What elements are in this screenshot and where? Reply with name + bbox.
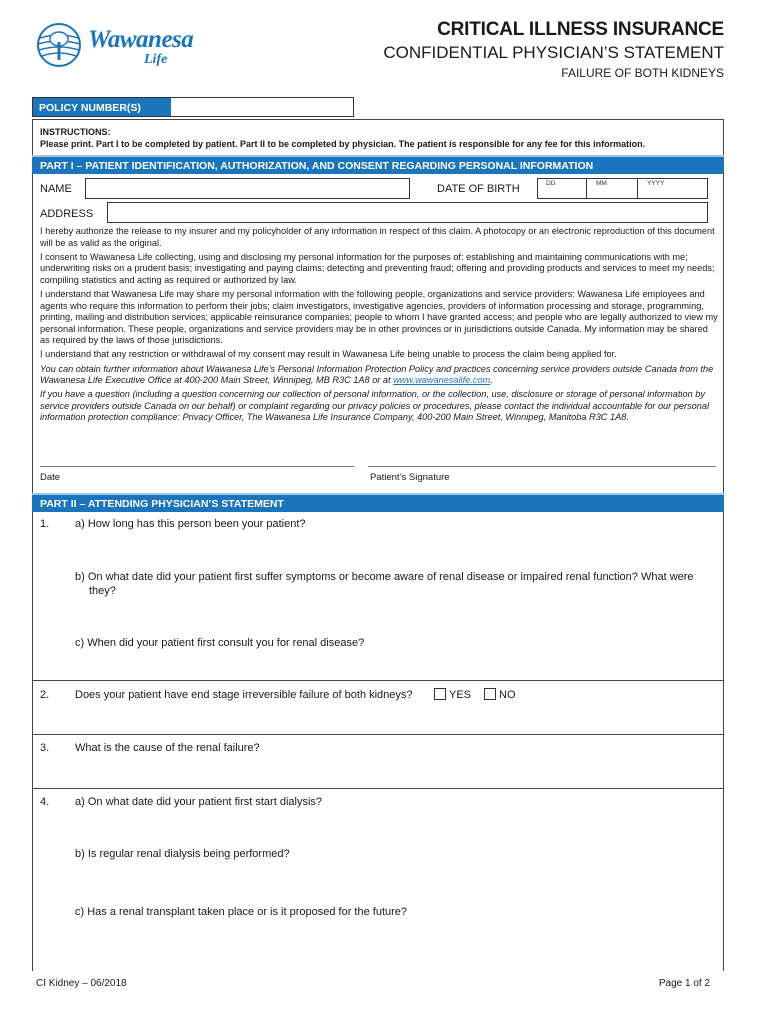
no-label: NO (499, 689, 516, 701)
dob-label: DATE OF BIRTH (437, 183, 520, 195)
policy-number-label: POLICY NUMBER(S) (33, 98, 171, 116)
q4-number: 4. (40, 796, 50, 808)
form-code: CI Kidney – 06/2018 (36, 978, 127, 989)
no-checkbox[interactable] (484, 688, 496, 700)
date-label: Date (40, 472, 61, 483)
row-divider (32, 680, 724, 681)
instructions-heading: INSTRUCTIONS: (40, 127, 111, 137)
dob-divider (637, 178, 638, 199)
q4c-text: c) Has a renal transplant taken place or is it proposed for the future? (75, 906, 408, 918)
date-signature-line[interactable] (40, 466, 354, 467)
consent-paragraph: I consent to Wawanesa Life collecting, using and disclosing my personal information for the purposes of: establishing and maintaining communications with me; underwriting risks on a prudent basis; investigating and paying claims; detecting and preventing fraud; offering and providing products and services to meet my needs; compiling statistics and acting as required or authorized by law. (40, 251, 715, 285)
instructions (40, 126, 724, 150)
policy-number-row (32, 97, 354, 117)
form-subtitle-condition: FAILURE OF BOTH KIDNEYS (561, 66, 724, 80)
q1a-text: a) How long has this person been your patient? (75, 518, 306, 530)
q4b-text: b) Is regular renal dialysis being performed? (75, 848, 290, 860)
address-label: ADDRESS (40, 208, 94, 220)
patient-signature-line[interactable] (368, 466, 716, 467)
dob-yyyy-label: YYYY (647, 180, 665, 187)
q1b-text: b) On what date did your patient first suffer symptoms or become aware of renal disease or impaired renal function? What were they? (75, 571, 694, 597)
dob-divider (586, 178, 587, 199)
brand-name: Wawanesa (88, 26, 194, 53)
q3-number: 3. (40, 742, 50, 754)
instructions-text: Please print. Part I to be completed by patient. Part II to be completed by physician. The patient is responsible for any fee for this information. (40, 139, 646, 149)
globe-tree-icon (36, 22, 82, 68)
privacy-note-text: You can obtain further information about Wawanesa Life’s Personal Information Protection Policy and practices concerning service providers outside Canada from the Wawanesa Life Executive Office at 400-200 Main Street, Winnipeg, MB R3C 1A8 or at (40, 363, 714, 386)
wawanesa-logo (36, 22, 216, 70)
q2-number: 2. (40, 689, 50, 701)
q1-number: 1. (40, 518, 50, 530)
privacy-officer-note: If you have a question (including a question concerning our collection of personal information, or the collection, use, disclosure or storage of personal information by service providers outside Canada on our behalf) or complaint regarding our privacy policies or procedures, please contact the individual accountable for our personal information protection compliance: Privacy Officer, The Wawanesa Life Insurance Company, 400-200 Main Street, Winnipeg, Manitoba R3C 1A8. (40, 389, 710, 423)
website-link[interactable]: www.wawanesalife.com (393, 375, 491, 386)
form-subtitle: CONFIDENTIAL PHYSICIAN’S STATEMENT (383, 43, 724, 62)
signature-label: Patient’s Signature (370, 472, 450, 483)
page-number: Page 1 of 2 (658, 978, 710, 989)
yes-checkbox[interactable] (434, 688, 446, 700)
dob-mm-label: MM (596, 180, 607, 187)
q3-text: What is the cause of the renal failure? (75, 742, 260, 754)
name-label: NAME (40, 183, 72, 195)
address-field[interactable] (107, 202, 708, 223)
part2-header: PART II – ATTENDING PHYSICIAN’S STATEMENT (32, 493, 724, 512)
dob-dd-label: DD (546, 180, 556, 187)
part1-header: PART I – PATIENT IDENTIFICATION, AUTHORIZATION, AND CONSENT REGARDING PERSONAL INFORMATION (32, 155, 724, 174)
q4a-text: a) On what date did your patient first start dialysis? (75, 796, 323, 808)
row-divider (32, 734, 724, 735)
consent-text (40, 226, 720, 427)
name-field[interactable] (85, 178, 410, 199)
q2-text: Does your patient have end stage irreversible failure of both kidneys? (75, 689, 413, 701)
dob-field[interactable] (537, 178, 708, 199)
q1c-text: c) When did your patient first consult you for renal disease? (75, 637, 365, 649)
consent-paragraph: I hereby authorize the release to my insurer and my policyholder of any information in respect of this claim. A photocopy or an electronic reproduction of this document will be as valid as the original. (40, 226, 715, 248)
form-title: CRITICAL ILLNESS INSURANCE (437, 19, 724, 40)
policy-number-field[interactable] (171, 98, 353, 116)
yes-label: YES (449, 689, 472, 701)
brand-sub: Life (144, 52, 168, 67)
row-divider (32, 788, 724, 789)
consent-paragraph: I understand that Wawanesa Life may share my personal information with the following people, organizations and service providers: Wawanesa Life employees and agents who require this information to perform their jobs; claim investigators, investigative agencies, providers of information processing and storage, programming, printing, mailing and distribution services; applicable reinsurance companies; people to whom I have granted access; and people who are legally authorized to view my personal information. These people, organizations and service providers may be in other provinces or in jurisdictions outside Canada. My information may be shared as required by the laws of those jurisdictions. (40, 288, 718, 346)
privacy-note-end: . (490, 375, 493, 386)
consent-paragraph: I understand that any restriction or withdrawal of my consent may result in Wawanesa Life being unable to process the claim being applied for. (40, 349, 617, 360)
privacy-policy-note (40, 364, 720, 387)
